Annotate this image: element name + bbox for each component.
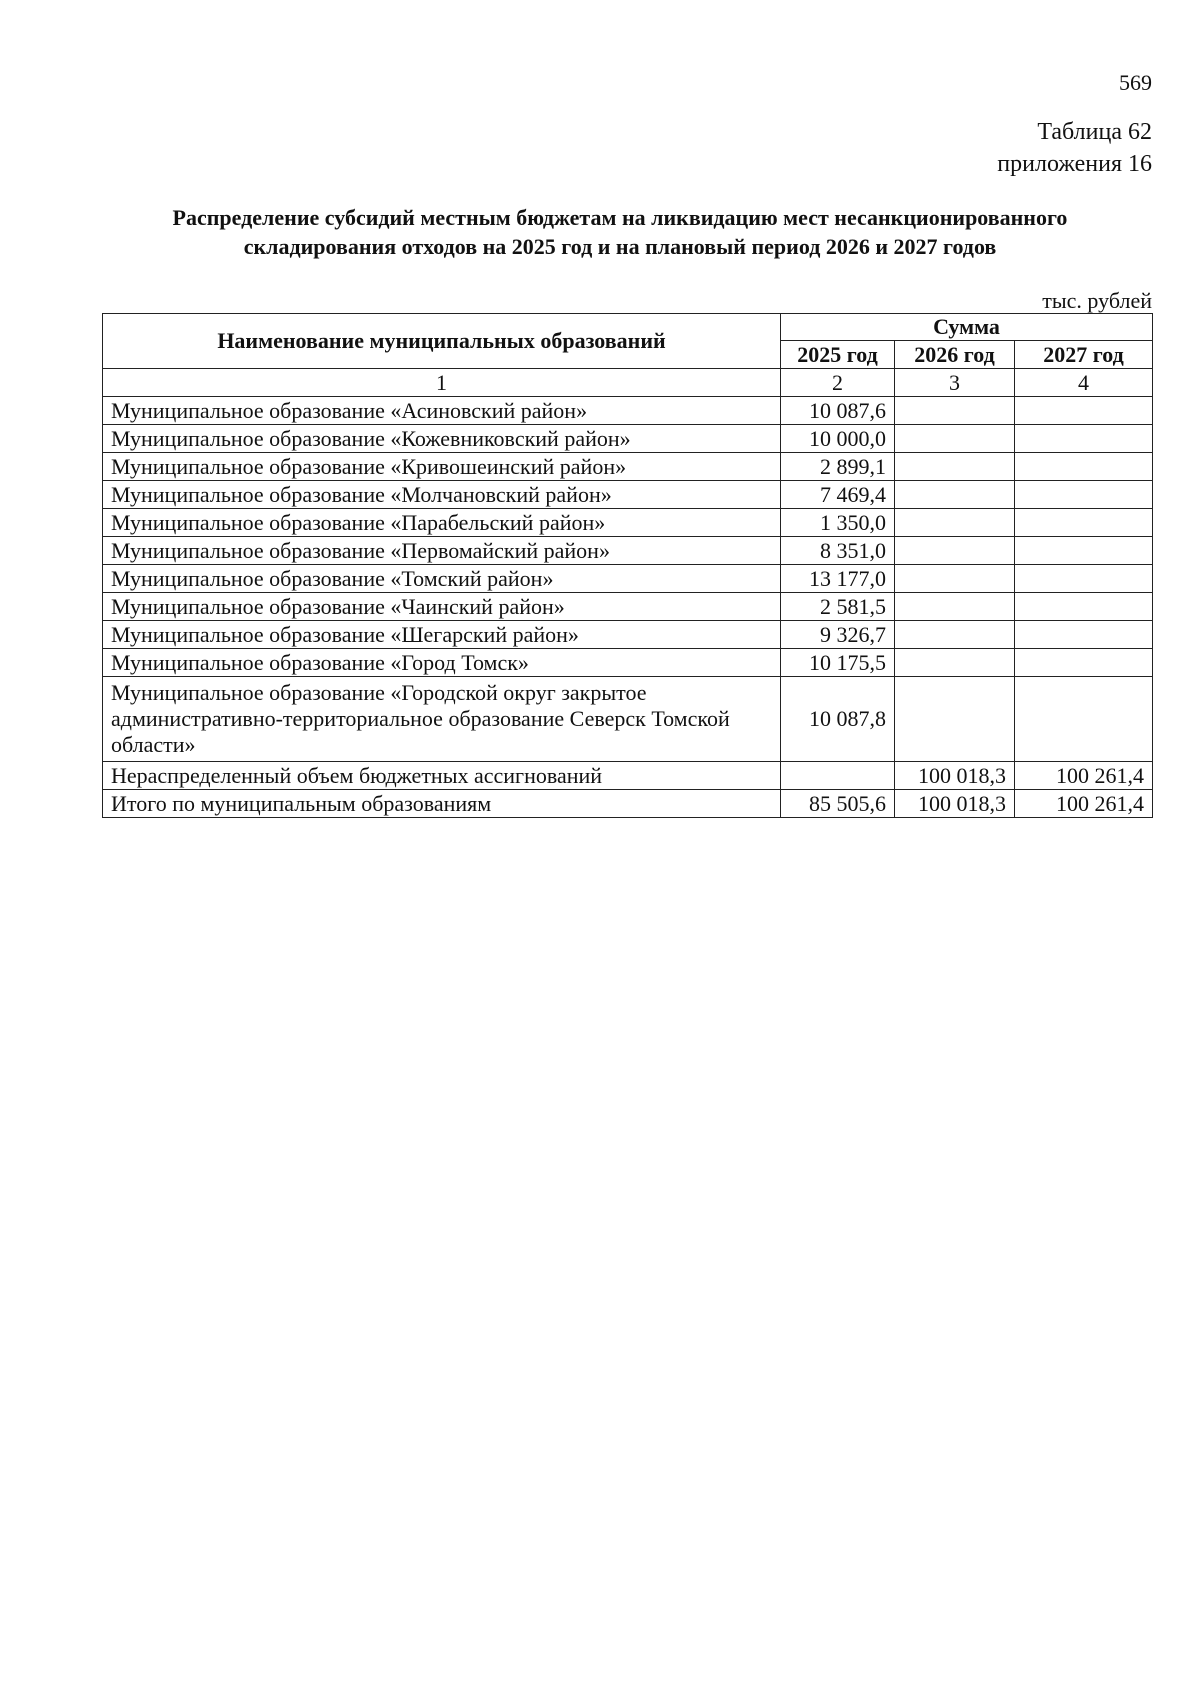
table-row	[103, 397, 1153, 425]
value-2026	[895, 509, 1015, 537]
municipality-name: Нераспределенный объем бюджетных ассигнований	[103, 762, 781, 790]
value-2026	[895, 565, 1015, 593]
municipality-name: Муниципальное образование «Городской округ закрытое административно-территориальное образование Северск Томской области»	[103, 677, 781, 762]
municipality-name: Муниципальное образование «Парабельский район»	[103, 509, 781, 537]
table-row	[103, 565, 1153, 593]
title-line1: Распределение субсидий местным бюджетам на ликвидацию мест несанкционированного	[172, 205, 1068, 230]
value-2026	[895, 537, 1015, 565]
table-row	[103, 425, 1153, 453]
value-2027	[1015, 593, 1153, 621]
table-row	[103, 649, 1153, 677]
total-row	[103, 790, 1153, 818]
value-2027	[1015, 481, 1153, 509]
municipality-name: Муниципальное образование «Кривошеинский район»	[103, 453, 781, 481]
column-number: 2	[781, 369, 895, 397]
value-2026	[895, 621, 1015, 649]
column-numbers-row	[103, 369, 1153, 397]
total-2026: 100 018,3	[895, 790, 1015, 818]
column-number: 1	[103, 369, 781, 397]
value-2027	[1015, 649, 1153, 677]
municipality-name: Муниципальное образование «Чаинский район»	[103, 593, 781, 621]
value-2025: 10 087,8	[781, 677, 895, 762]
value-2027	[1015, 509, 1153, 537]
value-2025: 1 350,0	[781, 509, 895, 537]
header-sum: Сумма	[781, 314, 1153, 341]
value-2026	[895, 593, 1015, 621]
value-2026	[895, 453, 1015, 481]
municipality-name: Муниципальное образование «Город Томск»	[103, 649, 781, 677]
value-2025	[781, 762, 895, 790]
value-2026	[895, 425, 1015, 453]
table-ref-line2: приложения 16	[997, 151, 1152, 177]
subsidy-table	[102, 313, 1153, 818]
table-row	[103, 621, 1153, 649]
value-2027: 100 261,4	[1015, 762, 1153, 790]
value-2027	[1015, 425, 1153, 453]
header-year-2025: 2025 год	[781, 341, 895, 369]
municipality-name: Муниципальное образование «Молчановский район»	[103, 481, 781, 509]
table-reference	[997, 116, 1152, 180]
header-year-2026: 2026 год	[895, 341, 1015, 369]
municipality-name: Муниципальное образование «Асиновский район»	[103, 397, 781, 425]
value-2027	[1015, 397, 1153, 425]
document-title	[120, 203, 1120, 261]
table-row	[103, 593, 1153, 621]
total-2027: 100 261,4	[1015, 790, 1153, 818]
table-ref-line1: Таблица 62	[1037, 119, 1152, 145]
value-2027	[1015, 453, 1153, 481]
value-2025: 2 899,1	[781, 453, 895, 481]
table-row	[103, 453, 1153, 481]
value-2027	[1015, 565, 1153, 593]
column-number: 3	[895, 369, 1015, 397]
units-label: тыс. рублей	[1042, 288, 1152, 313]
value-2026	[895, 649, 1015, 677]
table-row	[103, 509, 1153, 537]
title-line2: складирования отходов на 2025 год и на плановый период 2026 и 2027 годов	[243, 234, 997, 259]
page-number: 569	[1119, 70, 1152, 95]
total-label: Итого по муниципальным образованиям	[103, 790, 781, 818]
table-row	[103, 762, 1153, 790]
value-2026: 100 018,3	[895, 762, 1015, 790]
table-row	[103, 481, 1153, 509]
column-number: 4	[1015, 369, 1153, 397]
total-2025: 85 505,6	[781, 790, 895, 818]
value-2025: 2 581,5	[781, 593, 895, 621]
value-2025: 9 326,7	[781, 621, 895, 649]
table-row	[103, 537, 1153, 565]
table-row	[103, 677, 1153, 762]
municipality-name: Муниципальное образование «Томский район»	[103, 565, 781, 593]
value-2027	[1015, 537, 1153, 565]
value-2025: 10 000,0	[781, 425, 895, 453]
municipality-name: Муниципальное образование «Первомайский район»	[103, 537, 781, 565]
value-2025: 13 177,0	[781, 565, 895, 593]
header-year-2027: 2027 год	[1015, 341, 1153, 369]
value-2026	[895, 481, 1015, 509]
municipality-name: Муниципальное образование «Шегарский район»	[103, 621, 781, 649]
value-2027	[1015, 621, 1153, 649]
value-2026	[895, 397, 1015, 425]
value-2025: 10 087,6	[781, 397, 895, 425]
value-2026	[895, 677, 1015, 762]
header-name: Наименование муниципальных образований	[103, 314, 781, 369]
value-2025: 7 469,4	[781, 481, 895, 509]
value-2025: 8 351,0	[781, 537, 895, 565]
value-2025: 10 175,5	[781, 649, 895, 677]
value-2027	[1015, 677, 1153, 762]
municipality-name: Муниципальное образование «Кожевниковский район»	[103, 425, 781, 453]
